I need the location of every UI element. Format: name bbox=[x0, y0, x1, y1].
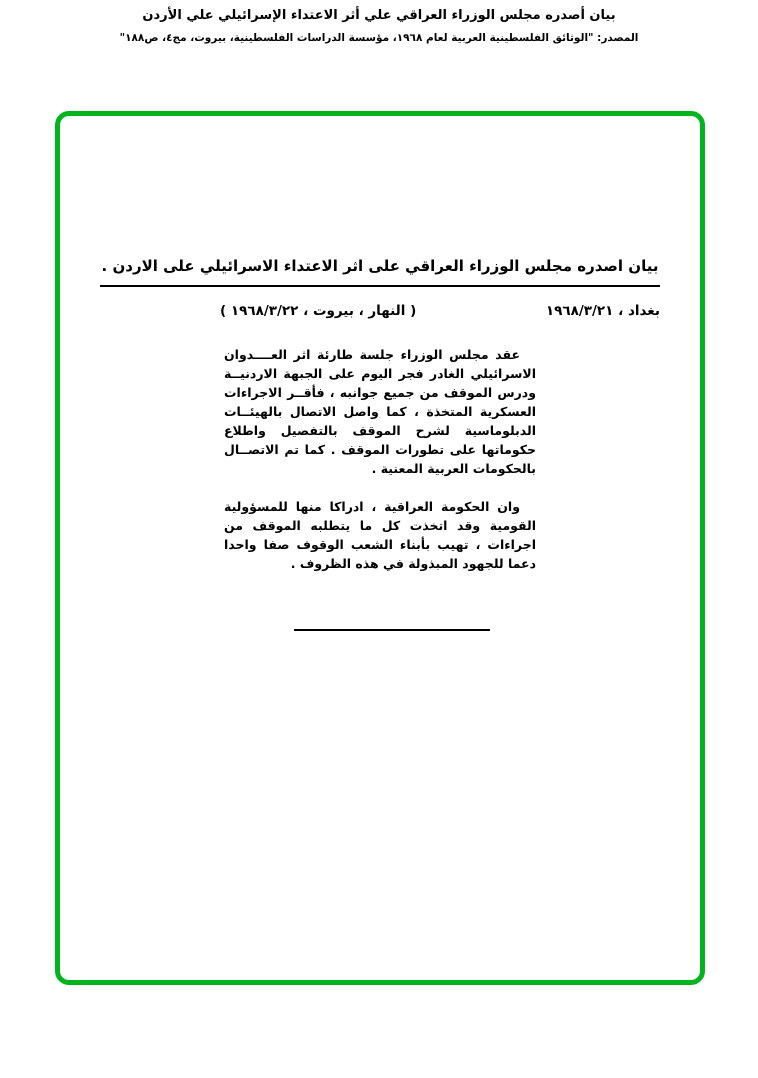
dateline-citation: ( النهار ، بيروت ، ١٩٦٨/٣/٢٢ ) bbox=[220, 303, 417, 319]
dateline-place-date: بغداد ، ١٩٦٨/٣/٢١ bbox=[545, 303, 660, 319]
page-header bbox=[0, 7, 758, 46]
document-frame bbox=[55, 111, 705, 985]
end-divider bbox=[294, 629, 490, 631]
paragraph-2: وان الحكومة العراقية ، ادراكا منها للمسؤولية القومية وقد اتخذت كل ما يتطلبه الموقف من اجراءات ، تهيب بأبناء الشعب الوقوف صفا واحدا دعما للجهود المبذولة في هذه الظروف . bbox=[224, 499, 536, 571]
page-header-source: المصدر: "الوثائق الفلسطينية العربية لعام ١٩٦٨، مؤسسة الدراسات الفلسطينية، بيروت، مج٤، ص١٨٨" bbox=[119, 32, 639, 44]
page-header-title: بيان أصدره مجلس الوزراء العراقي علي أثر الاعتداء الإسرائيلي علي الأردن bbox=[142, 8, 616, 23]
document-body bbox=[224, 345, 536, 573]
document-content bbox=[60, 116, 700, 631]
paragraph-1: عقد مجلس الوزراء جلسة طارئة اثر العــــدوان الاسرائيلي الغادر فجر اليوم على الجبهة الاردنيــة ودرس الموقف من جميع جوانبه ، فأقــر الاجراءات العسكرية المتخذة ، كما واصل الاتصال بالهيئــات الدبلوماسية لشرح الموقف بالتفصيل واطلاع حكوماتها على تطورات الموقف . كما تم الاتصــال بالحكومات العربية المعنية . bbox=[224, 347, 536, 476]
document-title: بيان اصدره مجلس الوزراء العراقي على اثر الاعتداء الاسرائيلي على الاردن . bbox=[100, 254, 660, 287]
dateline bbox=[100, 303, 660, 319]
